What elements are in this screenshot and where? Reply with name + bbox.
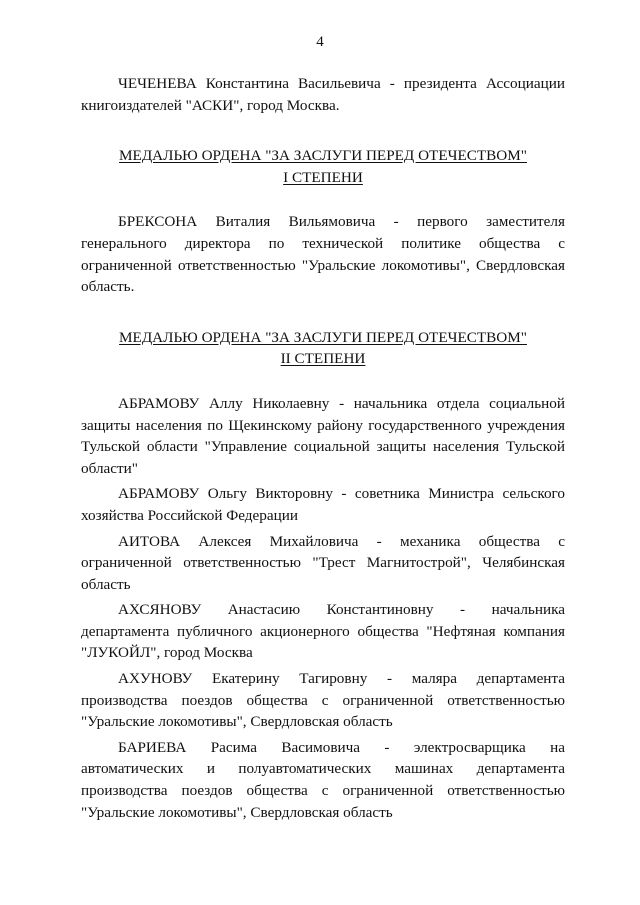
award-entry-akhsyanova: АХСЯНОВУ Анастасию Константиновну - начальника департамента публичного акционерного общества "Нефтяная компания "ЛУКОЙЛ", город Москва [81,601,565,662]
section-heading-line: МЕДАЛЬЮ ОРДЕНА "ЗА ЗАСЛУГИ ПЕРЕД ОТЕЧЕСТВОМ" [119,328,527,346]
award-entry-abramova-olga: АБРАМОВУ Ольгу Викторовну - советника Министра сельского хозяйства Российской Федерации [81,485,565,524]
section-heading-medal-1st-degree [81,145,565,188]
section-heading-medal-2nd-degree [81,327,565,370]
award-entry-brekson: БРЕКСОНА Виталия Вильямовича - первого заместителя генерального директора по технической политике общества с ограниченной ответственностью "Уральские локомотивы", Свердловская область. [81,213,565,296]
award-entry-akhunova: АХУНОВУ Екатерину Тагировну - маляра департамента производства поездов общества с ограниченной ответственностью "Уральские локомотивы", Свердловская область [81,670,565,731]
award-entry-aitov: АИТОВА Алексея Михайловича - механика общества с ограниченной ответственностью "Трест Магнитострой", Челябинская область [81,532,565,593]
section-heading-degree: II СТЕПЕНИ [280,350,366,368]
section-heading-degree: I СТЕПЕНИ [283,168,363,186]
award-entry-chechenev: ЧЕЧЕНЕВА Константина Васильевича - президента Ассоциации книгоиздателей "АСКИ", город Москва. [81,75,565,114]
document-body [81,73,565,823]
section-heading-line: МЕДАЛЬЮ ОРДЕНА "ЗА ЗАСЛУГИ ПЕРЕД ОТЕЧЕСТВОМ" [119,147,527,165]
award-entry-bariev: БАРИЕВА Расима Васимовича - электросварщика на автоматических и полуавтоматических машинах департамента производства поездов общества с ограниченной ответственностью "Уральские локомотивы", Свердловская область [81,738,565,821]
award-entry-abramova-alla: АБРАМОВУ Аллу Николаевну - начальника отдела социальной защиты населения по Щекинскому району государственного учреждения Тульской области "Управление социальной защиты населения Тульской области" [81,394,565,477]
page-number: 4 [316,34,324,50]
